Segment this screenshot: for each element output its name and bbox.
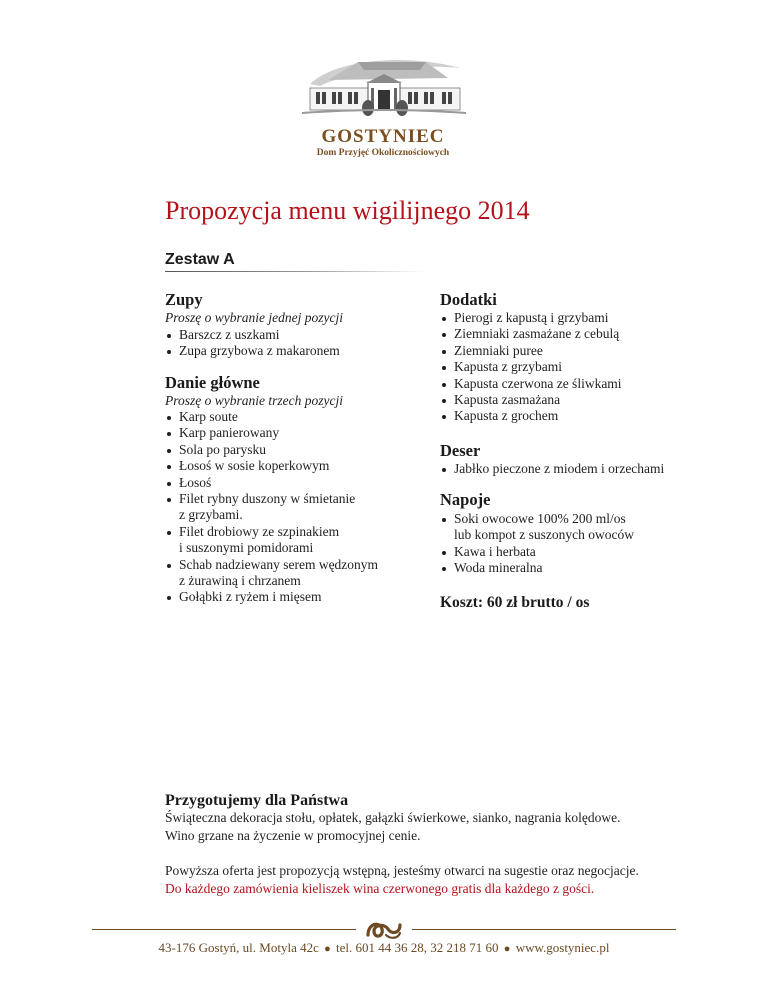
list-item: Łosoś bbox=[165, 475, 378, 491]
ornament-icon bbox=[364, 915, 404, 943]
section-title-napoje: Napoje bbox=[440, 490, 491, 509]
price-line: Koszt: 60 zł brutto / os bbox=[440, 594, 590, 611]
section-title-danie-glowne: Danie główne bbox=[165, 373, 260, 392]
list-item: Barszcz z uszkami bbox=[165, 327, 340, 343]
footer-address: 43-176 Gostyń, ul. Motyla 42c bbox=[158, 940, 319, 955]
page-title: Propozycja menu wigilijnego 2014 bbox=[165, 196, 530, 225]
dodatki-list bbox=[440, 310, 622, 425]
section-title-przygotujemy: Przygotujemy dla Państwa bbox=[165, 792, 349, 809]
deser-list bbox=[440, 461, 664, 477]
zupy-note: Proszę o wybranie jednej pozycji bbox=[165, 310, 343, 325]
list-item-line: Filet drobiowy ze szpinakiem bbox=[179, 523, 340, 539]
section-title-zupy: Zupy bbox=[165, 290, 203, 309]
list-item bbox=[165, 524, 378, 557]
list-item: Gołąbki z ryżem i mięsem bbox=[165, 589, 378, 605]
list-item-line: lub kompot z suszonych owoców bbox=[454, 527, 634, 543]
list-item: Ziemniaki zasmażane z cebulą bbox=[440, 326, 622, 342]
bullet-separator-icon: ● bbox=[324, 943, 331, 955]
list-item-line: z grzybami. bbox=[179, 507, 243, 523]
zupy-list bbox=[165, 327, 340, 360]
list-item-line: Filet rybny duszony w śmietanie bbox=[179, 491, 356, 507]
footer-phone: tel. 601 44 36 28, 32 218 71 60 bbox=[336, 940, 499, 955]
list-item: Kawa i herbata bbox=[440, 544, 634, 560]
list-item: Zupa grzybowa z makaronem bbox=[165, 343, 340, 359]
set-heading: Zestaw A bbox=[165, 251, 235, 268]
logo-subtitle: Dom Przyjęć Okolicznościowych bbox=[316, 148, 450, 158]
list-item bbox=[440, 511, 634, 544]
footer-rule-right bbox=[412, 929, 676, 930]
danie-glowne-note: Proszę o wybranie trzech pozycji bbox=[165, 393, 343, 408]
list-item: Kapusta czerwona ze śliwkami bbox=[440, 376, 622, 392]
list-item: Ziemniaki puree bbox=[440, 343, 622, 359]
gostyniec-logo bbox=[298, 50, 468, 160]
section-title-dodatki: Dodatki bbox=[440, 290, 497, 309]
bullet-separator-icon: ● bbox=[503, 943, 511, 955]
list-item bbox=[165, 557, 378, 590]
list-item: Łosoś w sosie koperkowym bbox=[165, 458, 378, 474]
list-item-line: Soki owocowe 100% 200 ml/os bbox=[454, 511, 626, 526]
section-title-deser: Deser bbox=[440, 441, 481, 460]
mulled-wine-text: Wino grzane na życzenie w promocyjnej cenie. bbox=[165, 828, 421, 843]
list-item: Karp soute bbox=[165, 409, 378, 425]
list-item: Woda mineralna bbox=[440, 560, 634, 576]
list-item: Karp panierowany bbox=[165, 425, 378, 441]
footer-contact bbox=[0, 940, 768, 956]
list-item-line: Schab nadziewany serem wędzonym bbox=[179, 556, 379, 572]
list-item: Jabłko pieczone z miodem i orzechami bbox=[440, 461, 664, 477]
offer-note-text: Powyższa oferta jest propozycją wstępną, jesteśmy otwarci na sugestie oraz negocjacje. bbox=[165, 863, 639, 878]
list-item: Kapusta z grochem bbox=[440, 408, 622, 424]
list-item: Pierogi z kapustą i grzybami bbox=[440, 310, 622, 326]
house-drawing-icon bbox=[298, 50, 468, 128]
logo-name: GOSTYNIEC bbox=[321, 126, 445, 147]
list-item: Sola po parysku bbox=[165, 442, 378, 458]
list-item-line: z żurawiną i chrzanem bbox=[179, 573, 301, 589]
footer-website[interactable]: www.gostyniec.pl bbox=[515, 940, 610, 955]
free-wine-text: Do każdego zamówienia kieliszek wina czerwonego gratis dla każdego z gości. bbox=[165, 881, 595, 896]
list-item bbox=[165, 491, 378, 524]
napoje-list bbox=[440, 511, 634, 577]
set-heading-underline bbox=[165, 271, 425, 272]
decoration-text: Świąteczna dekoracja stołu, opłatek, gałązki świerkowe, sianko, nagrania kolędowe. bbox=[165, 810, 621, 825]
list-item-line: i suszonymi pomidorami bbox=[179, 540, 314, 556]
list-item: Kapusta zasmażana bbox=[440, 392, 622, 408]
danie-glowne-list bbox=[165, 409, 378, 606]
list-item: Kapusta z grzybami bbox=[440, 359, 622, 375]
footer-rule-left bbox=[92, 929, 356, 930]
